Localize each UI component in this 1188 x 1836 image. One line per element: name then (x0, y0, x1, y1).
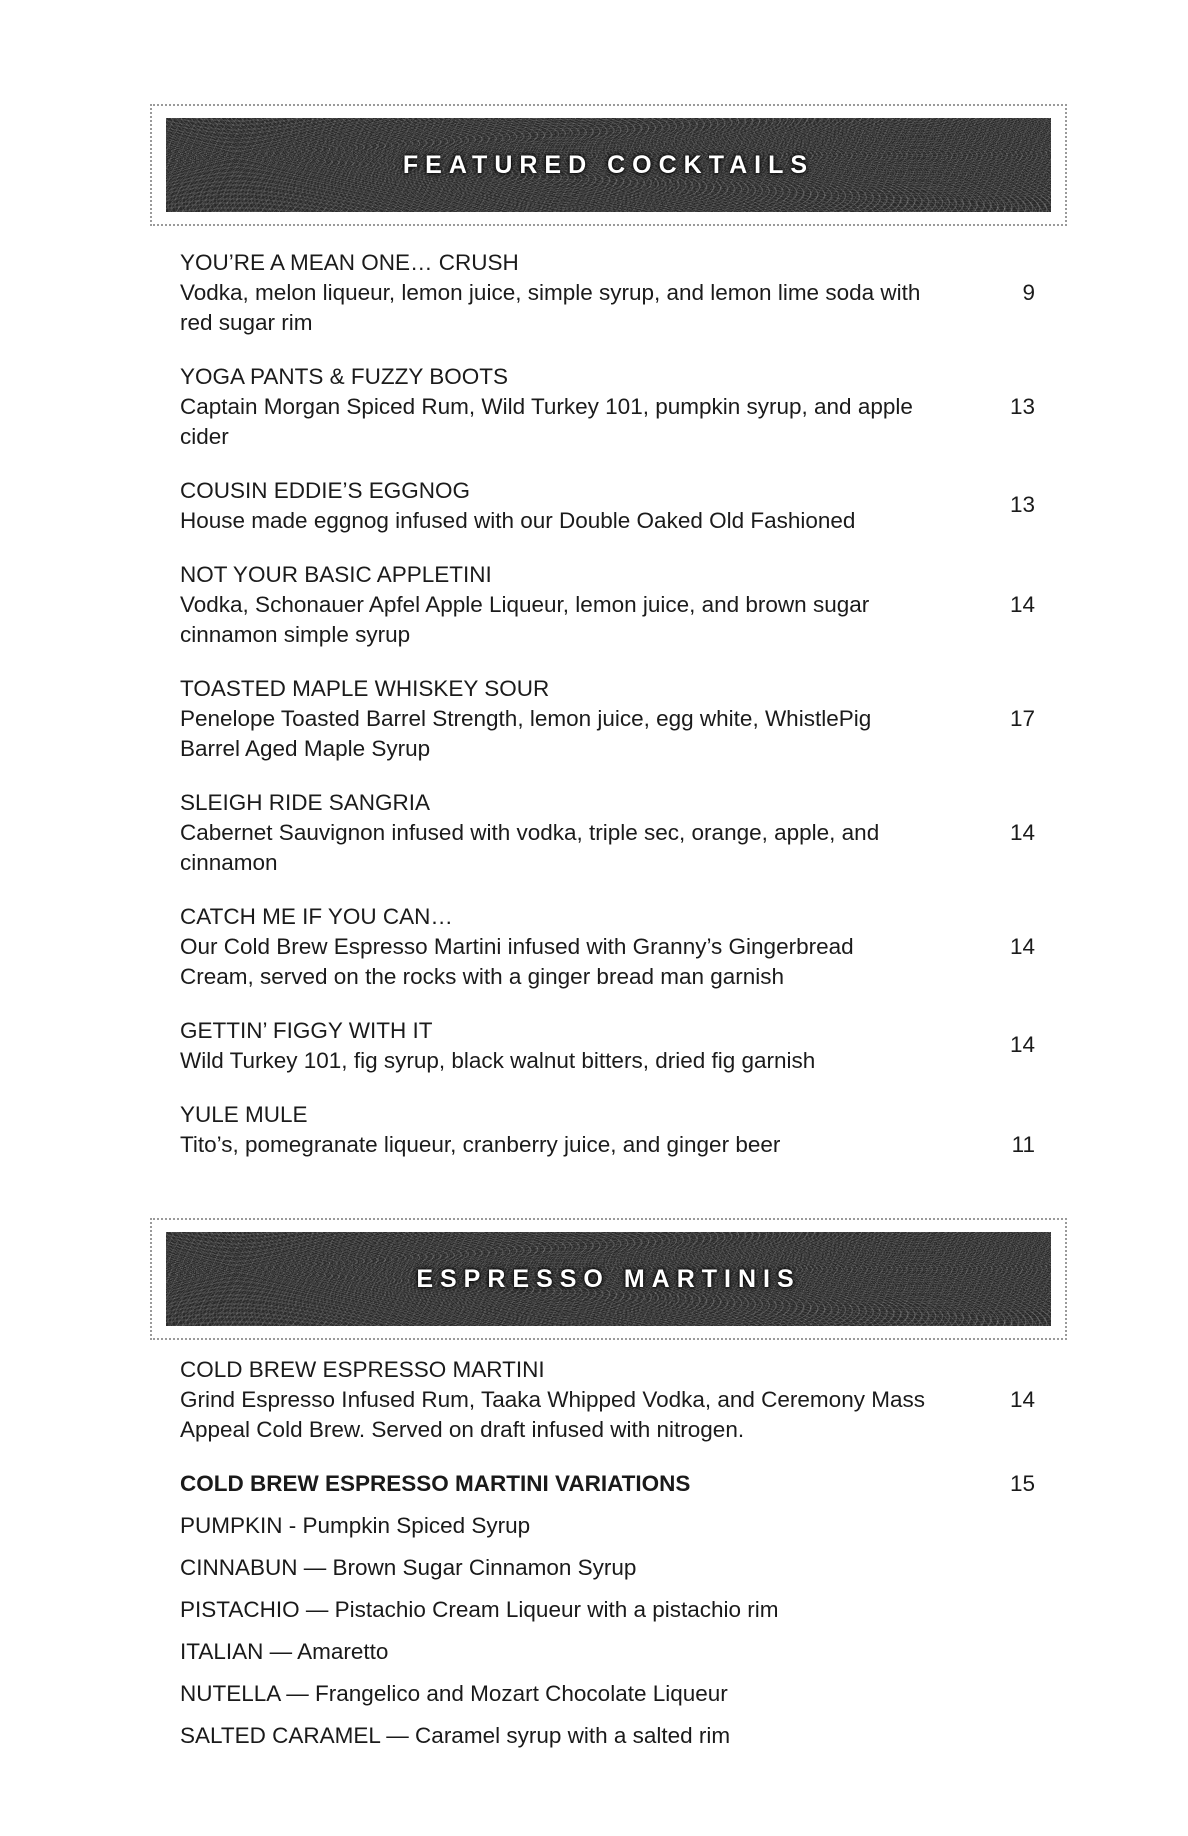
variation-item: SALTED CARAMEL — Caramel syrup with a salted rim (180, 1723, 731, 1748)
variation-item: ITALIAN — Amaretto (180, 1639, 389, 1664)
banner-texture (166, 118, 1051, 212)
item-description: Tito’s, pomegranate liqueur, cranberry juice, and ginger beer (180, 1132, 781, 1157)
item-price: 9 (1022, 280, 1035, 305)
featured-cocktails-list (180, 248, 1035, 1184)
item-name: NOT YOUR BASIC APPLETINI (180, 562, 492, 587)
item-price: 14 (1009, 934, 1035, 959)
banner-texture (166, 1232, 1051, 1326)
menu-item (180, 1016, 1035, 1076)
variation-item: PUMPKIN - Pumpkin Spiced Syrup (180, 1513, 531, 1538)
item-description: Our Cold Brew Espresso Martini infused with Granny’s Gingerbread Cream, served on the rocks with a ginger bread man garnish (180, 934, 854, 989)
item-description: Wild Turkey 101, fig syrup, black walnut bitters, dried fig garnish (180, 1048, 816, 1073)
menu-item (180, 560, 1035, 650)
item-description: Vodka, melon liqueur, lemon juice, simple syrup, and lemon lime soda with red sugar rim (180, 280, 921, 335)
menu-item (180, 362, 1035, 452)
menu-item (180, 674, 1035, 764)
variation-item: CINNABUN — Brown Sugar Cinnamon Syrup (180, 1555, 637, 1580)
menu-item (180, 248, 1035, 338)
item-description: Cabernet Sauvignon infused with vodka, triple sec, orange, apple, and cinnamon (180, 820, 880, 875)
menu-item (180, 788, 1035, 878)
item-price: 13 (1009, 492, 1035, 517)
section-title: ESPRESSO MARTINIS (416, 1264, 801, 1293)
item-name: CATCH ME IF YOU CAN… (180, 904, 453, 929)
item-description: House made eggnog infused with our Double Oaked Old Fashioned (180, 508, 856, 533)
item-name: YOGA PANTS & FUZZY BOOTS (180, 364, 508, 389)
espresso-martinis-list (180, 1355, 1035, 1763)
item-price: 14 (1009, 592, 1035, 617)
variations-price: 15 (1009, 1471, 1035, 1496)
menu-item (180, 476, 1035, 536)
item-price: 13 (1009, 394, 1035, 419)
item-price: 14 (1009, 820, 1035, 845)
variations-heading: COLD BREW ESPRESSO MARTINI VARIATIONS (180, 1471, 691, 1496)
variations-heading-row (180, 1469, 1035, 1499)
section-title: FEATURED COCKTAILS (402, 150, 815, 179)
item-name: TOASTED MAPLE WHISKEY SOUR (180, 676, 550, 701)
variation-item: PISTACHIO — Pistachio Cream Liqueur with a pistachio rim (180, 1597, 779, 1622)
item-price: 17 (1009, 706, 1035, 731)
menu-item (180, 1100, 1035, 1160)
item-name: COUSIN EDDIE’S EGGNOG (180, 478, 471, 503)
item-description: Vodka, Schonauer Apfel Apple Liqueur, lemon juice, and brown sugar cinnamon simple syrup (180, 592, 870, 647)
item-price: 14 (1009, 1387, 1035, 1412)
item-description: Captain Morgan Spiced Rum, Wild Turkey 101, pumpkin syrup, and apple cider (180, 394, 913, 449)
item-price: 14 (1009, 1032, 1035, 1057)
menu-item (180, 902, 1035, 992)
item-name: YULE MULE (180, 1102, 308, 1127)
variation-item: NUTELLA — Frangelico and Mozart Chocolate Liqueur (180, 1681, 728, 1706)
item-price: 11 (1011, 1132, 1035, 1157)
item-name: COLD BREW ESPRESSO MARTINI (180, 1357, 545, 1382)
item-name: SLEIGH RIDE SANGRIA (180, 790, 431, 815)
item-name: GETTIN’ FIGGY WITH IT (180, 1018, 433, 1043)
item-name: YOU’RE A MEAN ONE… CRUSH (180, 250, 519, 275)
section-banner-featured-cocktails (150, 104, 1067, 226)
section-banner-espresso-martinis (150, 1218, 1067, 1340)
item-description: Grind Espresso Infused Rum, Taaka Whipped Vodka, and Ceremony Mass Appeal Cold Brew. Served on draft infused with nitrogen. (180, 1387, 925, 1442)
item-description: Penelope Toasted Barrel Strength, lemon juice, egg white, WhistlePig Barrel Aged Maple Syrup (180, 706, 872, 761)
menu-item (180, 1355, 1035, 1445)
